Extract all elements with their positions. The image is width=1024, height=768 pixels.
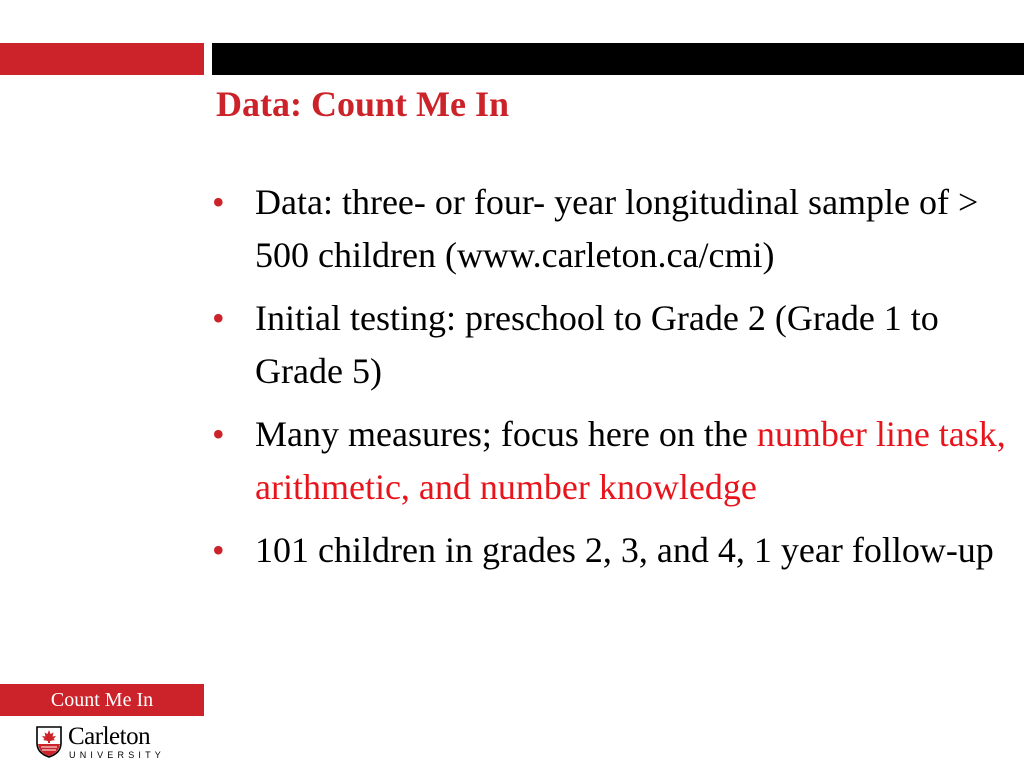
bullet-text: Many measures; focus here on the (255, 414, 757, 454)
bullet-item (212, 524, 1012, 577)
header-accent-bar (0, 43, 204, 75)
slide-title: Data: Count Me In (216, 84, 509, 124)
bullet-list (212, 176, 1012, 587)
bullet-text: 101 children in grades 2, 3, and 4, 1 year follow-up (255, 530, 994, 570)
bullet-dot-icon: • (212, 182, 225, 222)
header-title-bar (212, 43, 1024, 75)
bullet-dot-icon: • (212, 530, 225, 570)
bullet-text: Initial testing: preschool to Grade 2 (Grade 1 to Grade 5) (255, 298, 939, 391)
logo-subtitle: UNIVERSITY (69, 750, 166, 760)
carleton-shield-icon (36, 726, 62, 758)
bullet-highlight-text: number line task, arithmetic, and number knowledge (255, 414, 1006, 507)
bullet-text: Data: three- or four- year longitudinal sample of > 500 children (www.carleton.ca/cmi) (255, 182, 979, 275)
bullet-item (212, 408, 1012, 514)
bullet-dot-icon: • (212, 298, 225, 338)
bullet-dot-icon: • (212, 414, 225, 454)
logo-name: Carleton (68, 723, 151, 750)
carleton-logo (36, 723, 176, 760)
bullet-item (212, 176, 1012, 282)
footer-label: Count Me In (0, 684, 204, 716)
bullet-item (212, 292, 1012, 398)
